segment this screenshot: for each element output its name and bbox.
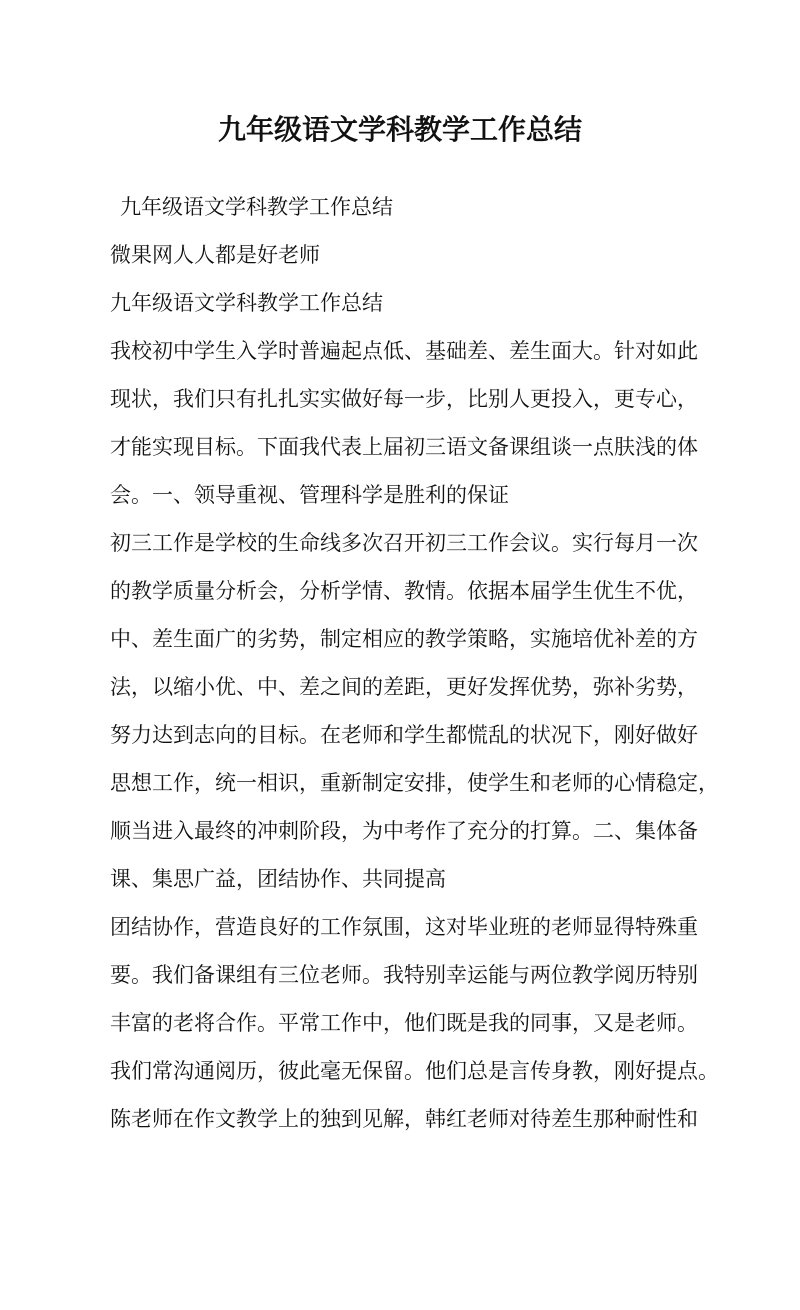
line-gap [110, 370, 710, 380]
paragraph-line: 努力达到志向的目标。在老师和学生都慌乱的状况下，刚好做好 [110, 723, 698, 747]
paragraph-line: 我校初中学生入学时普遍起点低、基础差、差生面大。针对如此 [110, 339, 698, 363]
line-gap [110, 466, 710, 476]
paragraph-line: 要。我们备课组有三位老师。我特别幸运能与两位教学阅历特别 [110, 963, 698, 987]
line-gap [110, 322, 710, 332]
line-gap [110, 226, 710, 236]
line-gap [110, 898, 710, 908]
paragraph-line: 团结协作，营造良好的工作氛围，这对毕业班的老师显得特殊重 [110, 915, 698, 939]
paragraph-line: 陈老师在作文教学上的独到见解，韩红老师对待差生那种耐性和 [110, 1107, 698, 1131]
paragraph-line: 会。一、领导重视、管理科学是胜利的保证 [110, 483, 509, 507]
paragraph [110, 524, 719, 908]
paragraph-line: 思想工作，统一相识，重新制定安排，使学生和老师的心情稳定， [110, 771, 719, 795]
paragraph-line: 初三工作是学校的生命线多次召开初三工作会议。实行每月一次 [110, 531, 698, 555]
line-gap [110, 850, 710, 860]
line-gap [110, 418, 710, 428]
line-gap [110, 274, 710, 284]
paragraph [110, 332, 710, 524]
paragraph-line: 课、集思广益，团结协作、共同提高 [110, 867, 446, 891]
line-gap [110, 994, 710, 1004]
header-line: 九年级语文学科教学工作总结 [120, 195, 393, 219]
paragraph-line: 我们常沟通阅历，彼此毫无保留。他们总是言传身教，刚好提点。 [110, 1059, 719, 1083]
line-gap [110, 706, 710, 716]
line-gap [110, 946, 710, 956]
line-gap [110, 1090, 710, 1100]
paragraph-line: 顺当进入最终的冲刺阶段，为中考作了充分的打算。二、集体备 [110, 819, 698, 843]
document-body [110, 188, 719, 1138]
line-gap [110, 658, 710, 668]
header-line: 九年级语文学科教学工作总结 [110, 291, 383, 315]
paragraph [110, 908, 719, 1138]
paragraph-line: 的教学质量分析会，分析学情、教情。依据本届学生优生不优， [110, 579, 698, 603]
paragraph-line: 法，以缩小优、中、差之间的差距，更好发挥优势，弥补劣势， [110, 675, 698, 699]
paragraph-line: 丰富的老将合作。平常工作中，他们既是我的同事，又是老师。 [110, 1011, 698, 1035]
line-gap [110, 562, 710, 572]
paragraph-line: 现状，我们只有扎扎实实做好每一步，比别人更投入，更专心， [110, 387, 698, 411]
line-gap [110, 754, 710, 764]
header-line: 微果网人人都是好老师 [110, 243, 320, 267]
paragraph-line: 中、差生面广的劣势，制定相应的教学策略，实施培优补差的方 [110, 627, 698, 651]
line-gap [110, 514, 710, 524]
paragraph-line: 才能实现目标。下面我代表上届初三语文备课组谈一点肤浅的体 [110, 435, 698, 459]
line-gap [110, 802, 710, 812]
line-gap [110, 610, 710, 620]
document-title: 九年级语文学科教学工作总结 [217, 113, 582, 146]
line-gap [110, 1042, 710, 1052]
